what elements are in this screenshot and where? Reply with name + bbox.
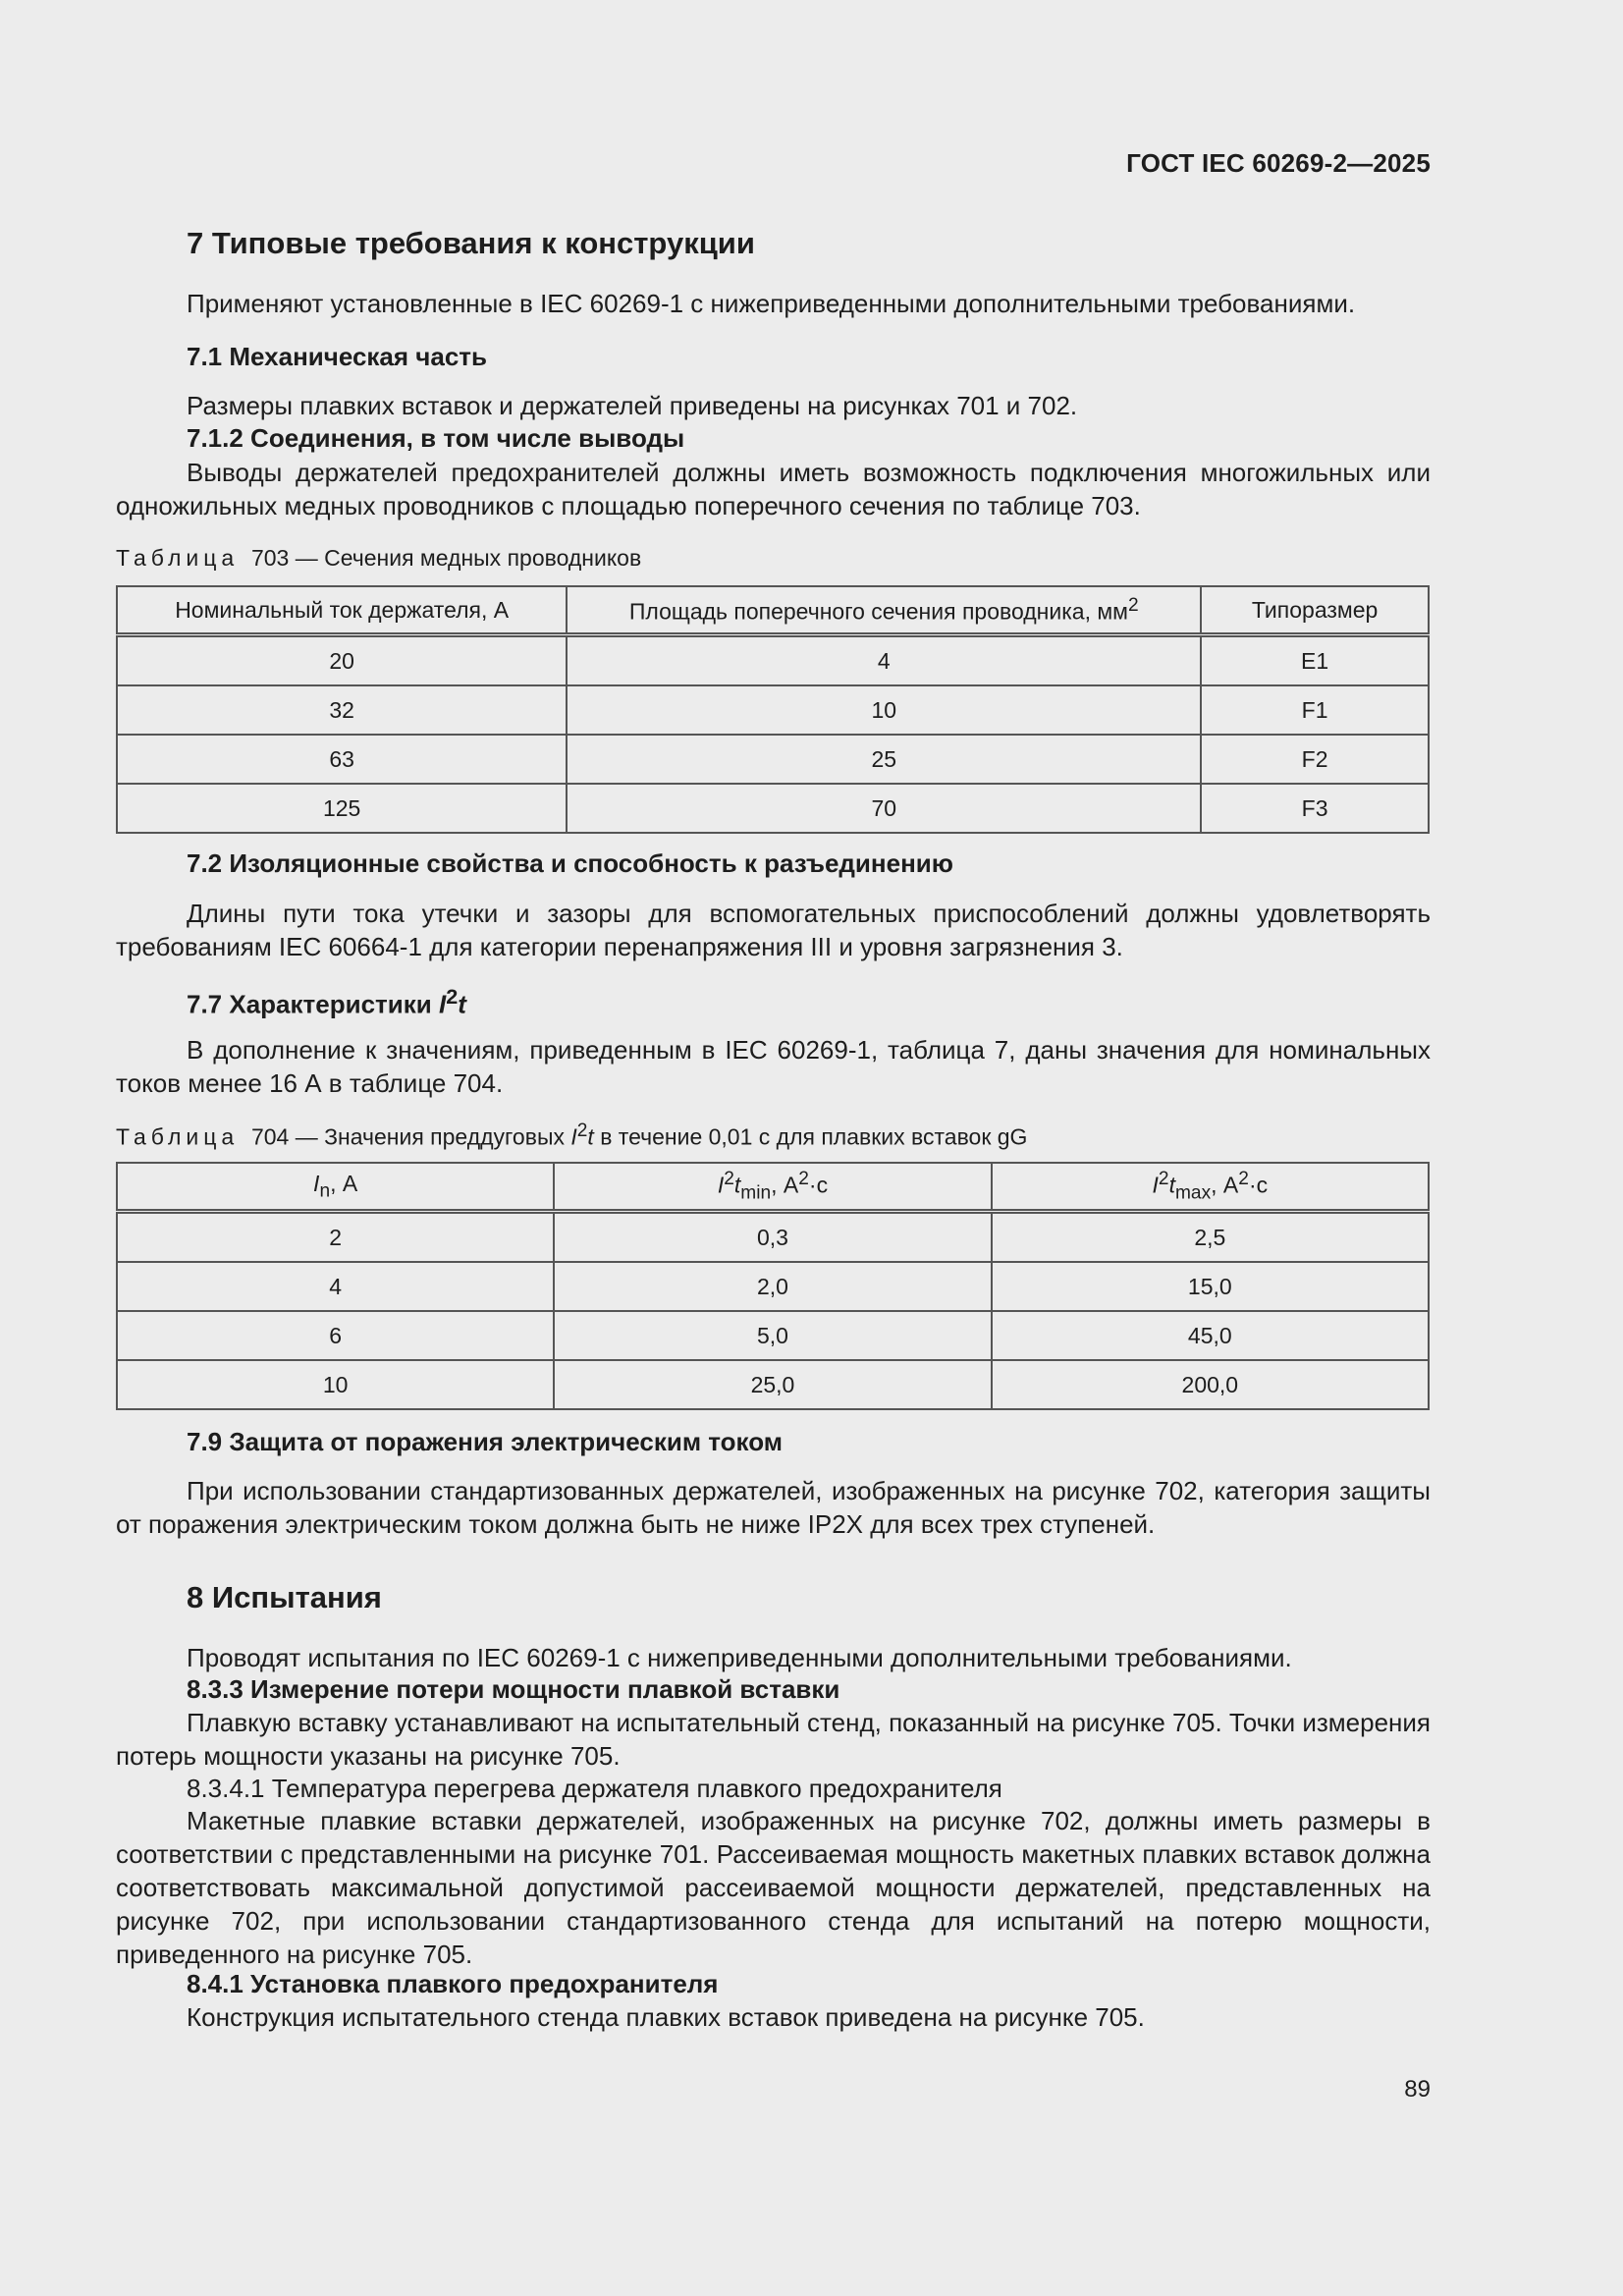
column-header [992,1163,1429,1212]
table-cell: 2,0 [554,1262,991,1311]
symbol-sup: 2 [576,1121,588,1141]
table-cell: 125 [117,784,567,833]
table-cell: 32 [117,685,567,735]
section-7-9-title: 7.9 Защита от поражения электрическим током [187,1427,784,1456]
caption-text: 703 — Сечения медных проводников [250,545,642,571]
section-7-1-text: Размеры плавких вставок и держателей приведены на рисунках 701 и 702. [187,391,1078,420]
section-8-4-1-text: Конструкция испытательного стенда плавких вставок приведена на рисунке 705. [187,2002,1145,2032]
table-cell: 70 [567,784,1201,833]
section-8-title: 8 Испытания [187,1580,382,1614]
section-7-1-2-title: 7.1.2 Соединения, в том числе выводы [187,423,685,453]
table-cell: 25 [567,735,1201,784]
table-header-row [117,1163,1429,1212]
unit-tail: ·с [1248,1172,1269,1198]
unit: , А [1211,1172,1239,1198]
caption-word: Таблица [116,1123,240,1150]
symbol-i: I [438,989,447,1019]
section-8-4-1-title: 8.4.1 Установка плавкого предохранителя [187,1969,719,1998]
table-703-caption [116,545,641,572]
unit: , А [771,1172,799,1198]
column-header [117,1163,554,1212]
section-7-9-text: При использовании стандартизованных держателей, изображенных на рисунке 702, категория защиты от поражения электрическим током должна быть не ниже IP2X для всех трех ступеней. [116,1476,1431,1539]
symbol-t: t [458,989,466,1019]
section-7-2-title: 7.2 Изоляционные свойства и способность к разъединению [187,848,953,878]
caption-word: Таблица [116,545,240,571]
section-8-3-3-text: Плавкую вставку устанавливают на испытательный стенд, показанный на рисунке 705. Точки измерения потерь мощности указаны на рисунке 705. [116,1708,1431,1771]
table-cell: 63 [117,735,567,784]
symbol-t: t [1168,1172,1175,1198]
caption-text-a: 704 — Значения преддуговых [250,1123,571,1150]
section-7-title: 7 Типовые требования к конструкции [187,226,755,260]
unit: , А [330,1170,358,1196]
section-7-2-text: Длины пути тока утечки и зазоры для вспомогательных приспособлений должны удовлетворять требованиям IEC 60664-1 для категории перенапряжения III и уровня загрязнения 3. [116,899,1431,961]
table-row [117,685,1429,735]
table-row [117,1212,1429,1263]
column-header-sup: 2 [1127,594,1139,616]
table-row [117,735,1429,784]
table-cell: 15,0 [992,1262,1429,1311]
page-number: 89 [1404,2076,1431,2103]
section-7-intro: Применяют установленные в IEC 60269-1 с нижеприведенными дополнительными требованиями. [187,289,1356,318]
document-header: ГОСТ IEC 60269-2—2025 [1126,148,1431,178]
table-row [117,635,1429,686]
symbol-sub: min [740,1182,772,1204]
unit-tail: ·с [808,1172,829,1198]
table-cell: 4 [117,1262,554,1311]
symbol-sub: max [1174,1182,1212,1204]
table-row [117,784,1429,833]
table-cell: E1 [1201,635,1429,686]
symbol-sup: 2 [446,984,459,1009]
symbol-i: I [313,1170,320,1196]
table-cell: 6 [117,1311,554,1360]
column-header: Типоразмер [1201,586,1429,635]
column-header-text: Площадь поперечного сечения проводника, мм [628,598,1128,625]
table-cell: 4 [567,635,1201,686]
symbol-sup: 2 [1158,1168,1169,1189]
section-8-3-4-1-text: Макетные плавкие вставки держателей, изображенных на рисунке 702, должны иметь размеры в соответствии с представленными на рисунке 701. Рассеиваемая мощность макетных плавких вставок должна соответствовать максимальной допустимой рассеиваемой мощности держателей, представленных на рисунке 702, при использовании стандартизованного стенда для испытаний на потерю мощности, приведенного на рисунке 705. [116,1806,1431,1969]
table-cell: F3 [1201,784,1429,833]
table-cell: 10 [567,685,1201,735]
symbol-sub: n [319,1180,331,1202]
section-7-7-title-text: 7.7 Характеристики [187,989,439,1019]
table-704-caption [116,1121,1027,1151]
table-header-row [117,586,1429,635]
table-cell: 2,5 [992,1212,1429,1263]
unit-sup: 2 [1238,1168,1249,1189]
table-row [117,1262,1429,1311]
table-cell: 10 [117,1360,554,1409]
table-cell: 20 [117,635,567,686]
unit-sup: 2 [798,1168,809,1189]
symbol-i: I [717,1172,725,1198]
section-7-7-text: В дополнение к значениям, приведенным в IEC 60269-1, таблица 7, даны значения для номинальных токов менее 16 А в таблице 704. [116,1035,1431,1098]
section-7-7-title [187,984,466,1020]
symbol-sup: 2 [724,1168,734,1189]
column-header [554,1163,991,1212]
table-cell: 45,0 [992,1311,1429,1360]
section-7-1-title: 7.1 Механическая часть [187,342,488,371]
table-cell: 200,0 [992,1360,1429,1409]
caption-text-b: в течение 0,01 с для плавких вставок gG [593,1123,1028,1150]
symbol-t: t [733,1172,741,1198]
table-cell: 5,0 [554,1311,991,1360]
table-cell: F1 [1201,685,1429,735]
table-cell: F2 [1201,735,1429,784]
table-703 [116,585,1430,834]
table-704 [116,1162,1430,1410]
section-7-1-2-text: Выводы держателей предохранителей должны иметь возможность подключения многожильных или одножильных медных проводников с площадью поперечного сечения по таблице 703. [116,458,1431,520]
symbol-t: t [587,1123,594,1150]
symbol-i: I [570,1123,577,1150]
column-header [567,586,1201,635]
table-cell: 25,0 [554,1360,991,1409]
table-cell: 2 [117,1212,554,1263]
table-cell: 0,3 [554,1212,991,1263]
section-8-3-3-title: 8.3.3 Измерение потери мощности плавкой вставки [187,1674,840,1704]
table-row [117,1311,1429,1360]
column-header: Номинальный ток держателя, А [117,586,567,635]
section-8-intro: Проводят испытания по IEC 60269-1 с нижеприведенными дополнительными требованиями. [187,1643,1292,1672]
table-row [117,1360,1429,1409]
section-8-3-4-1-title: 8.3.4.1 Температура перегрева держателя плавкого предохранителя [187,1774,1002,1803]
symbol-i: I [1152,1172,1159,1198]
